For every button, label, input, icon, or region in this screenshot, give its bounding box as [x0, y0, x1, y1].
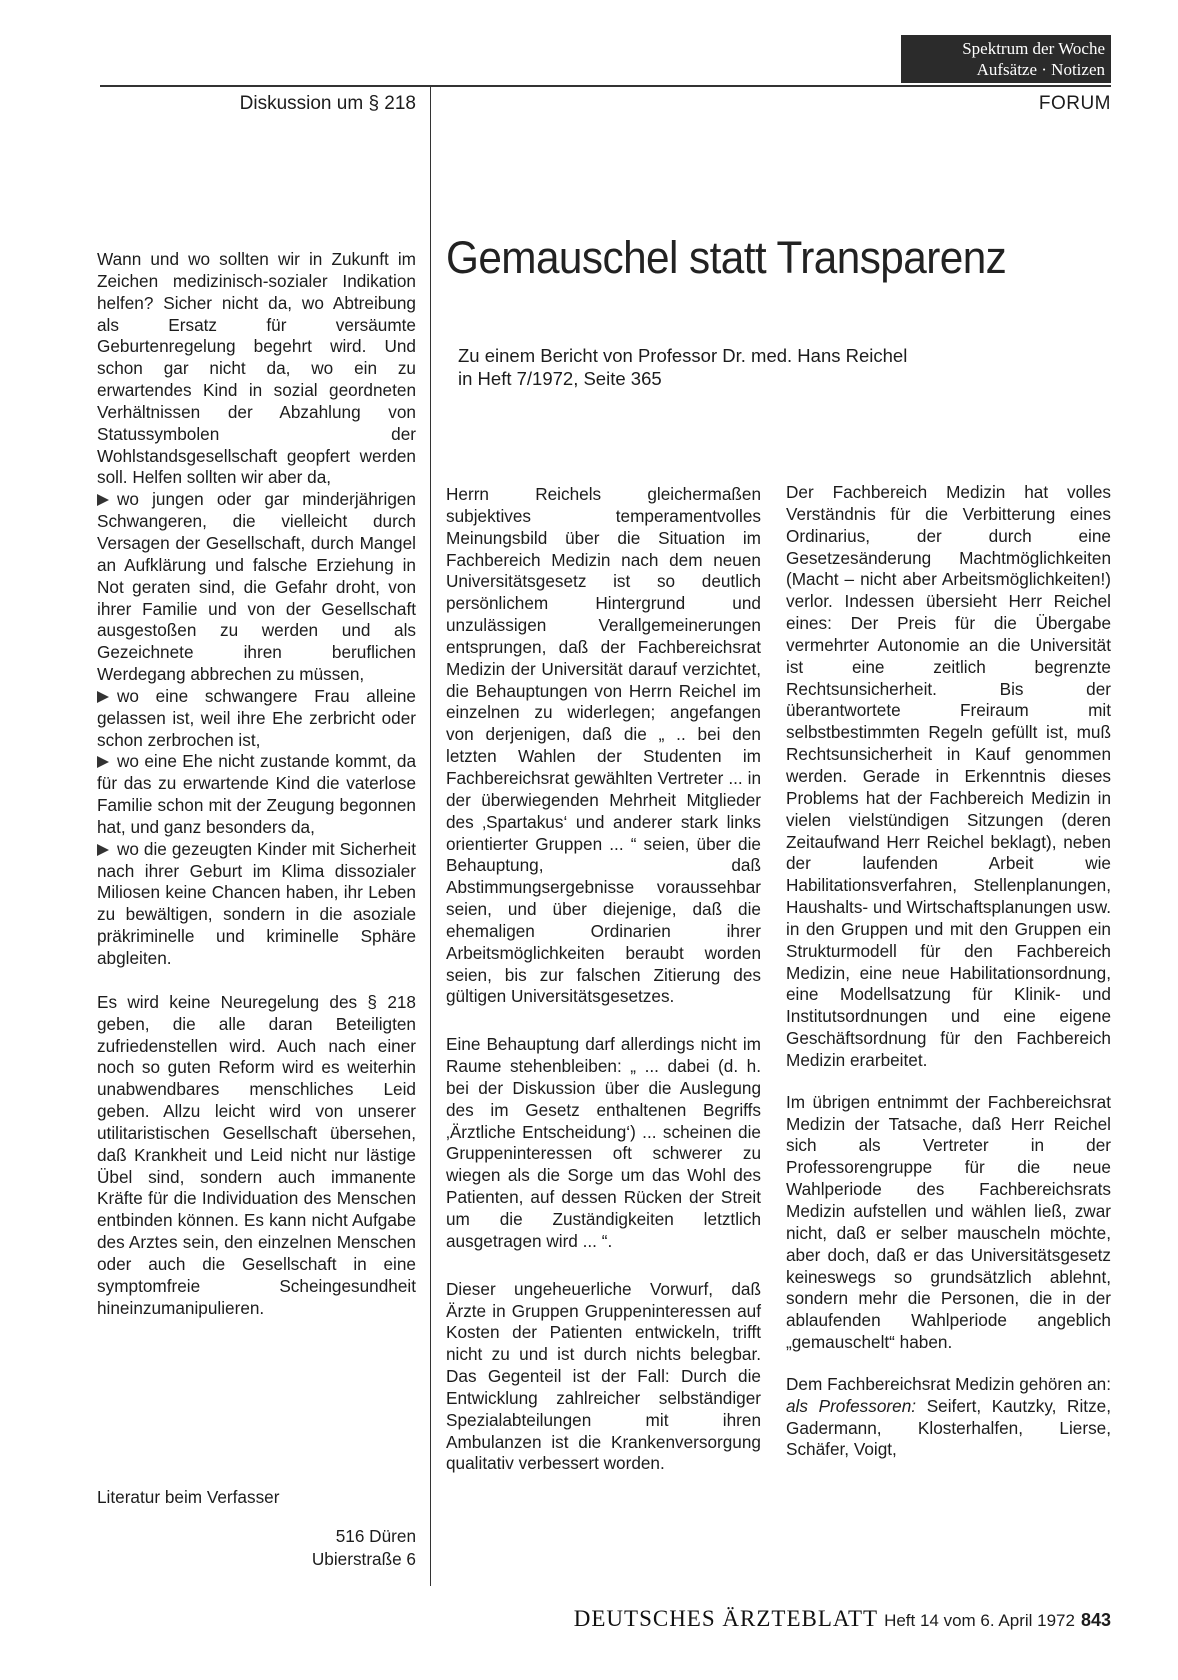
left-bullet	[97, 489, 416, 686]
left-column	[97, 249, 416, 1320]
middle-paragraph-2: Eine Behauptung darf allerdings nicht im Raume stehenbleiben: „ ... dabei (d. h. bei der Diskussion über die Auslegung des im Gesetz enthaltenen Begriffs ‚Ärztliche Entscheidung‘) ... scheinen die Gruppeninteressen oft schwerer zu wiegen als die Sorge um das Wohl des Patienten, auf dessen Rücken der Streit um die Zuständigkeiten letztlich ausgetragen wird ... “.	[446, 1034, 761, 1251]
journal-name: DEUTSCHES ÄRZTEBLATT	[573, 1606, 879, 1631]
middle-paragraph-1: Herrn Reichels gleichermaßen subjektives temperamentvolles Meinungsbild über die Situation im Fachbereich Medizin nach dem neuen Universitätsgesetz ist so deutlich persönlichem Hintergrund und unzulässigen Verallgemeinerungen entsprungen, daß der Fachbereichsrat Medizin der Universität darauf verzichtet, die Behauptungen von Herrn Reichel im einzelnen zu widerlegen; angefangen von derjenigen, daß die „ .. bei den letzten Wahlen der Studenten im Fachbereichsrat gewählten Vertreter ... in der überwiegenden Mehrheit Mitglieder des ‚Spartakus‘ und anderer stark links orientierter Gruppen ... “ seien, über die Behauptung, daß Abstimmungsergebnisse voraussehbar seien, und über diejenige, daß die ehemaligen Ordinarien ihrer Arbeitsmöglichkeiten beraubt worden seien, bis zur falschen Zitierung des gültigen Universitätsgesetzes.	[446, 484, 761, 1007]
members-intro: Dem Fachbereichsrat Medizin gehören an:	[786, 1373, 1111, 1394]
article-title: Gemauschel statt Transparenz	[446, 232, 1007, 283]
subtitle-line-2: in Heft 7/1972, Seite 365	[458, 368, 662, 389]
page-number: 843	[1080, 1610, 1111, 1630]
middle-paragraph-3: Dieser ungeheuerliche Vorwurf, daß Ärzte in Gruppen Gruppeninteressen auf Kosten der Patienten entwickeln, trifft nicht zu und ist durch nichts belegbar. Das Gegenteil ist der Fall: Durch die Entwicklung zahlreicher selbständiger Spezialabteilungen mit ihren Ambulanzen ist die Krankenversorgung qualitativ verbessert worden.	[446, 1278, 761, 1474]
address-line-1: 516 Düren	[335, 1526, 416, 1546]
left-intro: Wann und wo sollten wir in Zukunft im Zeichen medizinisch-sozialer Indikation helfen? Sicher nicht da, wo Abtreibung als Ersatz für versäumte Geburtenregelung begehrt wird. Und schon gar nicht da, wo ein zu erwartendes Kind in sozial geordneten Verhältnissen der Abzahlung von Statussymbolen der Wohlstandsgesellschaft geopfert werden soll. Helfen sollten wir aber da,	[97, 249, 416, 488]
article-subtitle	[458, 344, 978, 390]
left-bullet	[97, 686, 416, 752]
subtitle-line-1: Zu einem Bericht von Professor Dr. med. Hans Reichel	[458, 345, 908, 366]
triangle-bullet-icon	[97, 691, 109, 703]
address-line-2: Ubierstraße 6	[311, 1549, 416, 1569]
left-bullet-text: wo die gezeugten Kinder mit Sicherheit nach ihrer Geburt im Klima dissozialer Miliosen keine Chancen haben, ihr Leben zu bewältigen, sondern in die asoziale präkriminelle und kriminelle Sphäre abgleiten.	[97, 838, 416, 968]
badge-line-1: Spektrum der Woche	[962, 39, 1105, 58]
top-rule	[100, 85, 1111, 87]
left-bullet	[97, 839, 416, 970]
footer	[446, 1606, 1111, 1636]
triangle-bullet-icon	[97, 844, 109, 856]
members-group-label: als Professoren:	[786, 1395, 917, 1416]
right-paragraph-3	[786, 1374, 1111, 1461]
triangle-bullet-icon	[97, 756, 109, 768]
middle-column	[446, 484, 761, 1475]
literature-note: Literatur beim Verfasser	[97, 1487, 280, 1507]
badge-line-2: Aufsätze · Notizen	[976, 60, 1105, 79]
right-column	[786, 482, 1111, 1461]
left-bullet-text: wo eine schwangere Frau alleine gelassen ist, weil ihre Ehe zerbricht oder schon zerbrochen ist,	[97, 685, 416, 750]
author-address	[288, 1525, 416, 1571]
column-rule	[430, 86, 431, 1586]
left-bullet	[97, 751, 416, 838]
issue-info: Heft 14 vom 6. April 1972	[884, 1611, 1075, 1630]
left-closing: Es wird keine Neuregelung des § 218 geben, die alle daran Beteiligten zufriedenstellen wird. Auch nach einer noch so guten Reform wird es weiterhin unabwendbares menschliches Leid geben. Allzu leicht wird von unserer utilitaristischen Gesellschaft übersehen, daß Krankheit und Leid nicht nur lästige Übel sind, sondern auch immanente Kräfte für die Individuation des Menschen entbinden können. Es kann nicht Aufgabe des Arztes sein, den einzelnen Menschen oder auch die Gesellschaft in eine symptomfreie Scheingesundheit hineinzumanipulieren.	[97, 991, 416, 1318]
section-label-left: Diskussion um § 218	[239, 93, 416, 114]
members-names: Seifert, Kautzky, Ritze, Gadermann, Klosterhalfen, Lierse, Schäfer, Voigt,	[786, 1395, 1111, 1460]
left-bullet-text: wo eine Ehe nicht zustande kommt, da für das zu erwartende Kind die vaterlose Familie schon mit der Zeugung begonnen hat, und ganz besonders da,	[97, 751, 416, 837]
header-badge	[901, 35, 1111, 83]
right-paragraph-2: Im übrigen entnimmt der Fachbereichsrat Medizin der Tatsache, daß Herr Reichel sich als Vertreter in der Professorengruppe für die neue Wahlperiode des Fachbereichsrats Medizin aufstellen und wählen ließ, zwar nicht, daß er selber mauscheln möchte, aber doch, daß er das Universitätsgesetz keineswegs so grundsätzlich ablehnt, sondern mehr die Personen, die in der ablaufenden Wahlperiode angeblich „gemauschelt“ haben.	[786, 1091, 1111, 1353]
triangle-bullet-icon	[97, 494, 109, 506]
left-bullet-text: wo jungen oder gar minderjährigen Schwangeren, die vielleicht durch Versagen der Gesellschaft, durch Mangel an Aufklärung und falsche Erziehung in Not geraten sind, die Gefahr droht, von ihrer Familie und von der Gesellschaft ausgestoßen zu werden und als Gezeichnete ihren beruflichen Werdegang abbrechen zu müssen,	[97, 489, 416, 685]
right-paragraph-1: Der Fachbereich Medizin hat volles Verständnis für die Verbitterung eines Ordinarius, der durch eine Gesetzesänderung Machtmöglichkeiten (Macht – nicht aber Arbeitsmöglichkeiten!) verlor. Indessen übersieht Herr Reichel eines: Der Preis für die Übergabe vermehrter Autonomie an die Universität ist eine zeitlich begrenzte Rechtsunsicherheit. Bis der überantwortete Freiraum mit selbstbestimmten Regeln gefüllt ist, muß Rechtsunsicherheit in Kauf genommen werden. Gerade in Erkenntnis dieses Problems hat der Fachbereich Medizin in vielen vielstündigen Sitzungen (deren Zeitaufwand Herr Reichel beklagt), neben der laufenden Arbeit wie Habilitationsverfahren, Stellenplanungen, Haushalts- und Wirtschaftsplanungen usw. in den Gruppen und mit den Gruppen ein Strukturmodell für den Fachbereich Medizin, eine neue Habilitationsordnung, eine Modellsatzung für Klinik- und Institutsordnungen und eine eigene Geschäftsordnung für den Fachbereich Medizin erarbeitet.	[786, 482, 1111, 1070]
section-label-right: FORUM	[1038, 93, 1111, 114]
